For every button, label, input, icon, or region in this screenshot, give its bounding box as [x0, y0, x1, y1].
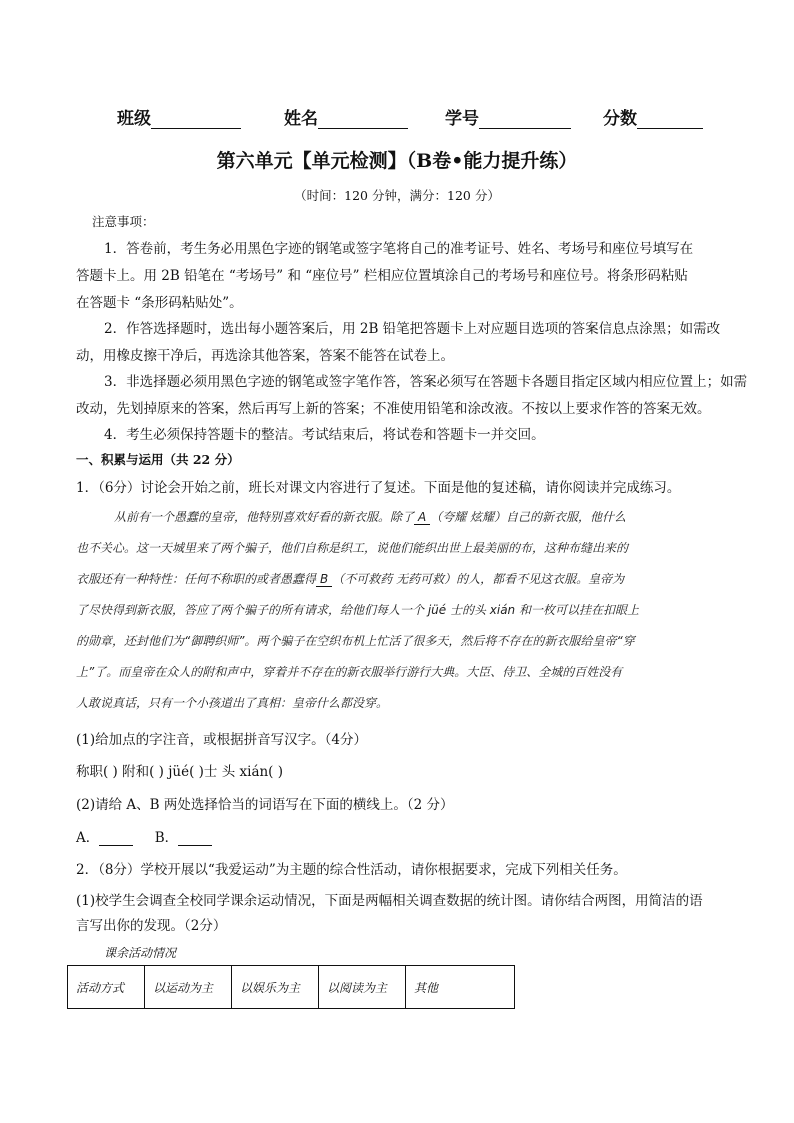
class-label: 班级 — [117, 109, 151, 129]
name-field[interactable] — [284, 104, 408, 129]
name-blank[interactable] — [318, 110, 408, 129]
score-field[interactable] — [603, 104, 703, 129]
page-title: 第六单元【单元检测】（B卷•能力提升练） — [216, 150, 578, 172]
score-blank[interactable] — [637, 110, 703, 129]
answer-b-blank[interactable] — [178, 831, 212, 846]
student-info-row — [0, 104, 794, 134]
table-caption: 课余活动情况 — [104, 946, 177, 960]
question-1-stem: 1．（6分）讨论会开始之前，班长对课文内容进行了复述。下面是他的复述稿，请你阅读并完成练习。 — [76, 480, 681, 496]
story-line-1-end: （夸耀 炫耀）自己的新衣服，他什么 — [430, 510, 627, 524]
name-label: 姓名 — [284, 109, 318, 129]
story-line-1 — [114, 508, 626, 525]
story-line-3 — [76, 570, 624, 587]
question-2-1-line-1: (1)校学生会调查全校同学课余运动情况，下面是两幅相关调查数据的统计图。请你结合两图，用简洁的语 — [76, 893, 703, 909]
note-3-line-1: 3．非选择题必须用黑色字迹的钢笔或签字笔作答，答案必须写在答题卡各题目指定区域内相应位置上；如需 — [104, 374, 748, 390]
story-line-1-start: 从前有一个愚蠢的皇帝，他特别喜欢好看的新衣服。除了 — [114, 510, 415, 524]
blank-b: B — [316, 572, 332, 587]
note-1-line-3: 在答题卡 “条形码粘贴处”。 — [76, 295, 243, 311]
note-1-line-1: 1．答卷前，考生务必用黑色字迹的钢笔或签字笔将自己的准考证号、姓名、考场号和座位号填写在 — [104, 241, 694, 257]
note-3-line-2: 改动，先划掉原来的答案，然后再写上新的答案；不准使用铅笔和涂改液。不按以上要求作答的答案无效。 — [76, 401, 711, 417]
question-2-stem: 2．（8分）学校开展以“我爱运动”为主题的综合性活动，请你根据要求，完成下列相关任务。 — [76, 862, 627, 878]
notes-heading: 注意事项： — [92, 214, 155, 229]
answer-a-blank[interactable] — [99, 831, 133, 846]
table-cell-sports: 以运动为主 — [145, 966, 232, 1009]
activity-table — [67, 965, 515, 1009]
story-line-7: 人敢说真话，只有一个小孩道出了真相：皇帝什么都没穿。 — [76, 696, 389, 710]
note-4-line-1: 4．考生必须保持答题卡的整洁。考试结束后，将试卷和答题卡一并交回。 — [104, 427, 545, 443]
question-1-2: (2)请给 A、B 两处选择恰当的词语写在下面的横线上。（2 分） — [76, 797, 454, 813]
story-line-3-end: （不可救药 无药可救）的人，都看不见这衣服。皇帝为 — [332, 572, 625, 586]
question-1-1-items: 称职( ) 附和( ) jüé( )士 头 xián( ) — [76, 764, 284, 780]
story-line-3-start: 衣服还有一种特性：任何不称职的或者愚蠢得 — [76, 572, 317, 586]
answer-line-row — [76, 826, 212, 846]
class-field[interactable] — [117, 104, 241, 129]
table-cell-entertainment: 以娱乐为主 — [232, 966, 319, 1009]
student-id-field[interactable] — [445, 104, 571, 129]
section-1-heading: 一、积累与运用（共 22 分） — [76, 452, 240, 467]
class-blank[interactable] — [151, 110, 241, 129]
score-label: 分数 — [603, 109, 637, 129]
table-cell-reading: 以阅读为主 — [319, 966, 406, 1009]
table-cell-other: 其他 — [406, 966, 515, 1009]
question-2-1-line-2: 言写出你的发现。（2分） — [76, 918, 227, 934]
story-line-6: 上”了。而皇帝在众人的附和声中，穿着并不存在的新衣服举行游行大典。大臣、侍卫、全城的百姓没有 — [76, 665, 623, 679]
answer-b-label: B． — [154, 830, 179, 846]
story-line-4: 了尽快得到新衣服，答应了两个骗子的所有请求，给他们每人一个 jüé 士的头 xián 和一枚可以挂在扣眼上 — [76, 603, 639, 617]
story-line-2: 也不关心。这一天城里来了两个骗子，他们自称是织工，说他们能织出世上最美丽的布，这种布缝出来的 — [76, 541, 629, 555]
note-1-line-2: 答题卡上。用 2B 铅笔在 “考场号” 和 “座位号” 栏相应位置填涂自己的考场号和座位号。将条形码粘贴 — [76, 268, 688, 284]
blank-a: A — [414, 510, 430, 525]
exam-time-info: （时间：120 分钟，满分：120 分） — [294, 188, 500, 203]
story-line-5: 的勋章，还封他们为“御聘织师”。两个骗子在空织布机上忙活了很多天，然后将不存在的新衣服给皇帝“穿 — [76, 634, 635, 648]
table-cell-activity: 活动方式 — [68, 966, 145, 1009]
answer-a-label: A． — [76, 830, 100, 846]
note-2-line-2: 动，用橡皮擦干净后，再选涂其他答案，答案不能答在试卷上。 — [76, 348, 454, 364]
student-id-blank[interactable] — [479, 110, 571, 129]
note-2-line-1: 2．作答选择题时，选出每小题答案后，用 2B 铅笔把答题卡上对应题目选项的答案信息点涂黑；如需改 — [104, 321, 721, 337]
question-1-1: (1)给加点的字注音，或根据拼音写汉字。（4分） — [76, 732, 367, 748]
student-id-label: 学号 — [445, 109, 479, 129]
table-row — [68, 966, 515, 1009]
